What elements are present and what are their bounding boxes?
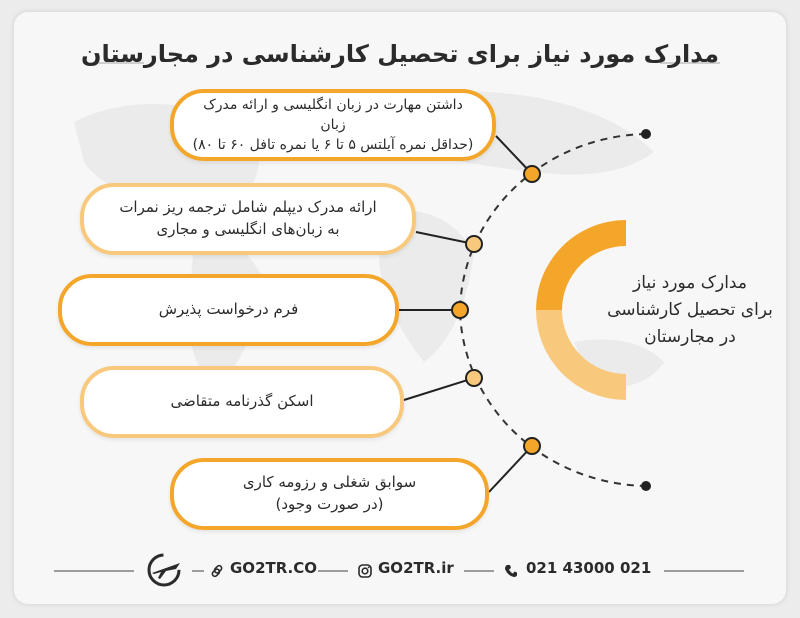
connector-5: [489, 446, 532, 492]
airplane-logo-icon: [146, 553, 186, 587]
arc-end-dot-bottom: [641, 481, 651, 491]
footer-rule-right: [664, 570, 744, 572]
instagram-icon: [358, 564, 372, 578]
connector-4: [404, 378, 474, 400]
requirement-item-4: [80, 366, 404, 438]
footer-website[interactable]: GO2TR.CO: [230, 559, 318, 577]
requirement-item-2: [80, 183, 416, 255]
arc-end-dot-top: [641, 129, 651, 139]
requirement-item-1-line-1: داشتن مهارت در زبان انگلیسی و ارائه مدرک زبان: [203, 96, 463, 133]
requirement-item-4-line-1: اسکن گذرنامه متقاضی: [170, 392, 314, 411]
center-label: [606, 270, 774, 352]
footer-instagram[interactable]: GO2TR.ir: [378, 559, 454, 577]
footer-rule-1: [192, 570, 204, 572]
requirement-item-3: [58, 274, 399, 346]
footer: [14, 559, 786, 583]
phone-icon: [504, 564, 518, 578]
page-title: مدارک مورد نیاز برای تحصیل کارشناسی در مجارستان: [81, 40, 719, 68]
requirement-item-5-line-1: سوابق شغلی و رزومه کاری: [242, 473, 417, 492]
footer-rule-3: [464, 570, 494, 572]
arc-dot-1: [524, 166, 540, 182]
requirement-item-2-line-1: ارائه مدرک دیپلم شامل ترجمه ریز نمرات: [119, 198, 377, 217]
arc-dot-3: [452, 302, 468, 318]
link-icon: [210, 564, 224, 578]
arc-dot-4: [466, 370, 482, 386]
arc-dot-2: [466, 236, 482, 252]
requirement-item-5: [170, 458, 489, 530]
center-label-line-2: برای تحصیل کارشناسی: [607, 300, 773, 321]
infographic-card: [14, 12, 786, 604]
footer-phone[interactable]: 021 43000 021: [526, 559, 652, 577]
footer-rule-left: [54, 570, 134, 572]
requirement-item-2-line-2: به زبان‌های انگلیسی و مجاری: [156, 220, 340, 238]
requirement-item-1-line-2: (حداقل نمره آیلتس ۵ تا ۶ یا نمره تافل ۶۰ تا ۸۰): [192, 137, 474, 154]
requirement-item-3-line-1: فرم درخواست پذیرش: [158, 300, 299, 319]
footer-rule-2: [318, 570, 348, 572]
arc-dot-5: [524, 438, 540, 454]
requirement-item-5-line-2: (در صورت وجود): [275, 495, 384, 513]
center-label-line-1: مدارک مورد نیاز: [633, 273, 747, 293]
center-label-line-3: در مجارستان: [644, 327, 736, 348]
requirement-item-1: [170, 89, 496, 161]
